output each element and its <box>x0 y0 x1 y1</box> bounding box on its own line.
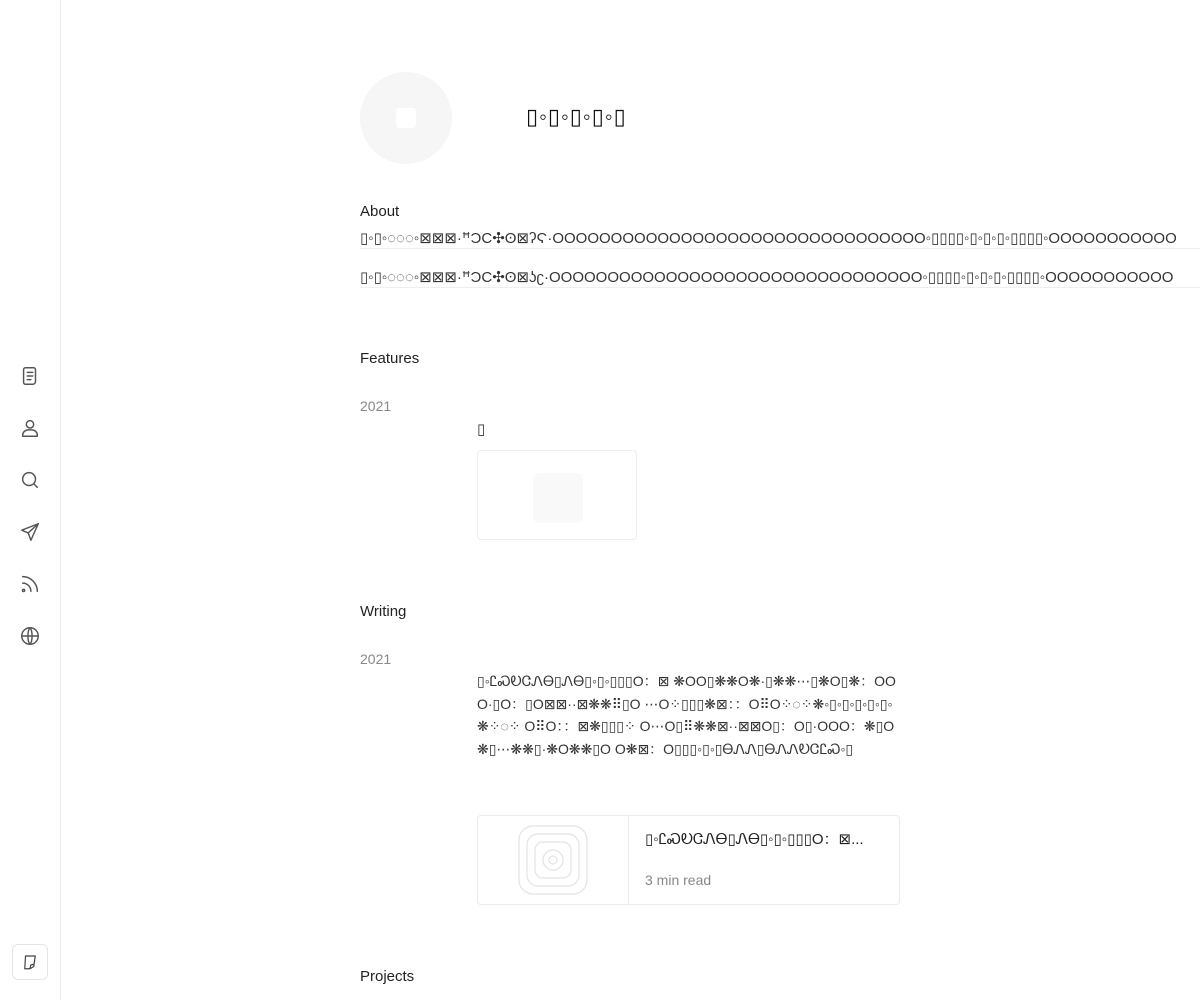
features-year: 2021 <box>360 398 392 414</box>
user-icon[interactable] <box>0 402 60 454</box>
globe-icon[interactable] <box>0 610 60 662</box>
main-content <box>360 0 1200 1000</box>
projects-heading: Projects <box>360 968 415 985</box>
rss-icon[interactable] <box>0 558 60 610</box>
post-card[interactable] <box>477 815 900 905</box>
feature-thumbnail <box>533 473 583 523</box>
sidebar-nav <box>0 350 60 662</box>
about-line-2: ▯◦▯◦◌◌◌◦⊠⊠⊠·ꟸϽϹ✣ʘ⊠ʖʗ·OOOOOOOOOOOOOOOOOOOOOOOOOOOOOOOO◦▯▯▯▯◦▯◦▯◦▯◦▯▯▯▯◦OOOOOOOOOOO <box>360 268 1200 288</box>
note-icon[interactable] <box>12 944 48 980</box>
feature-card[interactable] <box>477 450 637 540</box>
feature-item-title[interactable]: ▯ <box>477 421 486 438</box>
avatar-placeholder-icon <box>396 108 416 128</box>
post-title[interactable]: ▯◦ᏝᏍᎧᏣᏁᎾ▯ᏁᎾ▯◦▯◦▯▯▯O：⊠... <box>645 831 864 848</box>
about-heading: About <box>360 203 400 220</box>
send-icon[interactable] <box>0 506 60 558</box>
about-line-1: ▯◦▯◦◌◌◌◦⊠⊠⊠·ꟸϽϹ✣ʘ⊠ʔϚ·OOOOOOOOOOOOOOOOOOOOOOOOOOOOOOOO◦▯▯▯▯◦▯◦▯◦▯◦▯▯▯▯◦OOOOOOOOOOO <box>360 229 1200 249</box>
writing-year: 2021 <box>360 651 392 667</box>
search-icon[interactable] <box>0 454 60 506</box>
features-heading: Features <box>360 350 420 367</box>
profile-name: ▯◦▯◦▯◦▯◦▯ <box>526 104 627 129</box>
post-thumbnail <box>478 816 629 904</box>
writing-excerpt: ▯◦ᏝᏍᎧᏣᏁᎾ▯ᏁᎾ▯◦▯◦▯▯▯O：⊠ ❋OO▯❋❋O❋·▯❋❋⋯▯❋O▯❋：OOO·▯O：▯O⊠⊠··⊠❋❋⠿▯O ⋯O⁘▯▯▯❋⊠：：O⠿O⁘◌⁘❋◦▯◦▯◦▯◦▯◦▯◦❋⁘◌⁘ O⠿O：：⊠❋▯▯▯⁘ O⋯O▯⠿❋❋⊠··⊠⊠O▯：O▯·OOO：❋▯O❋▯⋯❋❋▯·❋O❋❋▯O O❋⊠：O▯▯▯◦▯◦▯ᎾᏁᏁ▯ᎾᏁᏁᎧᏣᏝᏍ◦▯ <box>477 673 896 757</box>
notebook-icon[interactable] <box>0 350 60 402</box>
avatar <box>360 72 452 164</box>
post-read-time: 3 min read <box>645 872 712 888</box>
pattern-icon <box>513 820 593 900</box>
sidebar <box>0 0 61 1000</box>
writing-heading: Writing <box>360 603 407 620</box>
